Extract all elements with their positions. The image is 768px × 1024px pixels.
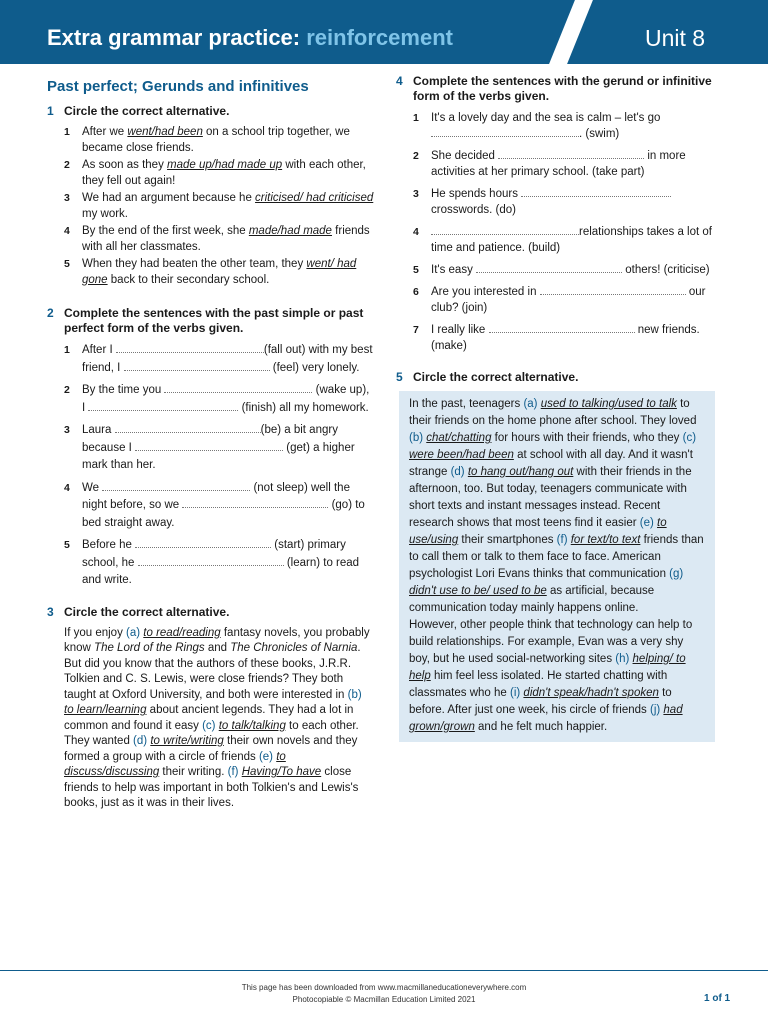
item-text: relationships takes a lot of time and patience. (build) [431, 226, 712, 254]
item-text: As soon as they [82, 159, 168, 171]
item-text: (learn) to read and write. [82, 556, 360, 586]
item-number: 5 [413, 264, 419, 276]
exercise-item [44, 191, 374, 222]
exercise-number: 5 [396, 370, 403, 384]
answer-blank[interactable] [431, 126, 579, 137]
choice-option[interactable]: made up/had made up [167, 159, 283, 171]
item-number: 1 [413, 112, 419, 124]
item-number: 1 [64, 126, 70, 138]
item-text: (finish) all my homework. [238, 401, 369, 414]
item-text: . (swim) [579, 128, 620, 140]
exercise-item [393, 322, 723, 354]
exercise-5-instruction [393, 370, 723, 385]
choice-option[interactable]: for text/to text [570, 534, 641, 546]
footer [0, 982, 768, 1006]
footer-divider [0, 970, 768, 971]
choice-option[interactable]: to learn/learning [64, 704, 147, 716]
item-text: in more activities at her primary school. (take part) [431, 150, 686, 178]
item-text: When they had beaten the other team, they [82, 258, 307, 270]
answer-blank[interactable] [102, 480, 250, 491]
item-text: He spends hours [431, 188, 522, 200]
gap-letter: (i) [510, 687, 521, 699]
exercise-item [44, 158, 374, 189]
item-text: By the time you [82, 384, 165, 396]
answer-blank[interactable] [164, 382, 312, 393]
item-number: 1 [64, 344, 70, 356]
exercise-item [44, 480, 374, 533]
item-text: friends with all her classmates. [82, 225, 370, 253]
page-number: 1 of 1 [704, 993, 731, 1004]
item-text: She decided [431, 150, 499, 162]
answer-blank[interactable] [124, 360, 270, 371]
choice-option[interactable]: didn't use to be/ used to be [409, 585, 547, 597]
choice-option[interactable]: to hang out/hang out [467, 466, 574, 478]
item-text: Before he [82, 539, 136, 551]
answer-blank[interactable] [135, 537, 271, 548]
exercise-number: 4 [396, 74, 403, 88]
exercise-item [44, 224, 374, 255]
item-text: We [82, 481, 103, 494]
choice-option[interactable]: Having/To have [241, 766, 322, 778]
gap-letter: (a) [523, 398, 538, 410]
gap-letter: (e) [258, 750, 274, 763]
item-text: new friends. (make) [431, 324, 700, 352]
gap-letter: (g) [669, 568, 684, 580]
item-text: (fall out) with my best friend, I [82, 344, 373, 374]
choice-option[interactable]: made/had made [248, 225, 332, 237]
item-text: I really like [431, 324, 489, 336]
gap-letter: (e) [639, 517, 654, 529]
item-text: crosswords. (do) [431, 204, 516, 216]
choice-option[interactable]: criticised/ had criticised [255, 192, 374, 204]
choice-option[interactable]: had grown/grown [409, 704, 683, 733]
gap-letter: (c) [682, 432, 697, 444]
exercise-4-instruction [393, 74, 723, 104]
choice-option[interactable]: used to talking/used to talk [540, 398, 677, 410]
item-number: 3 [64, 424, 70, 436]
item-number: 4 [413, 226, 419, 238]
unit-label: Unit 8 [645, 25, 706, 51]
gap-letter: (h) [615, 653, 630, 665]
header-slash-decoration [547, 0, 594, 64]
footer-download-note: This page has been downloaded from www.macmillaneducationeverywhere.com [241, 983, 527, 992]
item-text: After I [82, 344, 116, 356]
exercise-1-instruction [44, 104, 374, 119]
item-text: After we [82, 126, 128, 138]
item-text: (wake up), I [82, 384, 370, 414]
exercise-item [393, 224, 723, 256]
exercise-2-instruction [44, 306, 374, 336]
item-text: It's a lovely day and the sea is calm – let's go [431, 112, 661, 124]
section-title: Past perfect; Gerunds and infinitives [47, 78, 309, 95]
item-number: 4 [64, 481, 70, 494]
item-text: my work. [82, 207, 128, 220]
answer-blank[interactable] [135, 440, 283, 451]
gap-letter: (c) [202, 719, 216, 732]
item-number: 2 [64, 159, 70, 171]
item-text: with each other, they fell out again! [82, 159, 366, 187]
exercise-number: 1 [47, 104, 54, 118]
choice-option[interactable]: to talk/talking [218, 719, 286, 732]
left-column [44, 74, 374, 812]
instruction-text: Complete the sentences with the past simple or past perfect form of the verbs given. [64, 306, 364, 335]
item-number: 2 [64, 384, 70, 396]
item-number: 3 [64, 192, 70, 204]
answer-blank[interactable] [498, 148, 644, 159]
instruction-text: Circle the correct alternative. [64, 604, 230, 619]
item-number: 5 [64, 258, 70, 270]
exercise-item [44, 342, 374, 377]
item-number: 6 [413, 286, 419, 298]
item-number: 5 [64, 539, 70, 551]
title-main: Extra grammar practice: [47, 25, 301, 50]
page-title [47, 24, 453, 52]
exercise-number: 2 [47, 306, 54, 320]
gap-letter: (f) [227, 766, 239, 778]
choice-option[interactable]: to discuss/discussing [64, 750, 286, 778]
exercise-item [44, 382, 374, 417]
answer-blank[interactable] [521, 186, 671, 197]
item-text: others! (criticise) [622, 264, 710, 276]
choice-option[interactable]: to read/reading [143, 626, 221, 639]
exercise-item [44, 257, 374, 288]
exercise-item [393, 186, 723, 218]
item-text: (go) to bed straight away. [82, 499, 365, 529]
item-text: We had an argument because he [82, 192, 256, 204]
answer-blank[interactable] [88, 400, 238, 411]
gap-letter: (d) [450, 466, 465, 478]
instruction-text: Circle the correct alternative. [413, 370, 579, 384]
choice-option[interactable]: chat/chatting [426, 432, 492, 444]
book-title: The Lord of the Rings [94, 642, 205, 654]
answer-blank[interactable] [476, 262, 622, 273]
book-title: The Chronicles of Narnia [230, 642, 358, 654]
item-number: 7 [413, 324, 419, 336]
exercise-5-passage-box: In the past, teenagers (a) used to talking/used to talk to their friends on the home phone after school. They loved (b) chat/chatting for hours with their friends, who they (c) were been/had been at school with all day. And it wasn't strange (d) to hang out/hang out with their friends in the afternoon, too. But today, teenagers communicate with short texts and instant messages instead. Recent research shows that most teens find it easier (e) to use/using their smartphones (f) for text/to text friends than to call them or talk to them face to face. American psychologist Lori Evans thinks that communication (g) didn't use to be/ used to be as artificial, because communication today mainly happens online. However, other people think that technology can help to build relationships. For example, Evan was a very shy boy, but he used social-networking sites (h) helping/ to help him feel less isolated. He started chatting with classmates who he (i) didn't speak/hadn't spoken to before. After just one week, his circle of friends (j) had grown/grown and he felt much happier. [399, 391, 715, 742]
exercise-item [393, 148, 723, 180]
item-text: back to their secondary school. [107, 273, 270, 286]
title-accent: reinforcement [306, 25, 453, 50]
exercise-item [44, 125, 374, 156]
item-text: (start) primary school, he [82, 539, 346, 569]
item-text: (not sleep) well the night before, so we [82, 481, 350, 511]
answer-blank[interactable] [431, 224, 579, 235]
item-text: By the end of the first week, she [82, 225, 249, 237]
exercise-item [393, 110, 723, 142]
item-text: (feel) very lonely. [269, 361, 360, 374]
exercise-number: 3 [47, 604, 54, 619]
exercise-item [393, 262, 723, 278]
footer-copyright: Photocopiable © Macmillan Education Limited 2021 [292, 995, 476, 1004]
answer-blank[interactable] [115, 422, 261, 433]
choice-option[interactable]: to use/using [409, 517, 667, 546]
gap-letter: (b) [347, 688, 362, 701]
choice-option[interactable]: went/ had gone [82, 258, 357, 286]
choice-option[interactable]: helping/ to help [409, 653, 686, 682]
item-text: Laura [82, 424, 115, 436]
item-text: (be) a bit angry because I [82, 424, 338, 454]
gap-letter: (j) [649, 704, 661, 716]
answer-blank[interactable] [116, 342, 264, 353]
choice-option[interactable]: didn't speak/hadn't spoken [523, 687, 659, 699]
exercise-3-instruction [44, 605, 374, 620]
item-number: 3 [413, 188, 419, 200]
instruction-text: Circle the correct alternative. [64, 104, 230, 118]
item-text: our club? (join) [431, 286, 706, 314]
gap-letter: (a) [126, 626, 141, 639]
exercise-item [393, 284, 723, 316]
answer-blank[interactable] [540, 284, 686, 295]
exercise-3-passage: If you enjoy (a) to read/reading fantasy novels, you probably know The Lord of the Rings and The Chronicles of Narnia. But did you know that the authors of these books, J.R.R. Tolkien and C. S. Lewis, were close friends? They both taught at Oxford University, and both were interested in (b) to learn/learning about ancient legends. They had a lot in common and found it easy (c) to talk/talking to each other. They wanted (d) to write/writing their own novels and they formed a group with a circle of friends (e) to discuss/discussing their writing. (f) Having/To have close friends to help was important in both Tolkien's and Lewis's books, just as it was in their lives. [64, 626, 370, 809]
exercise-item [44, 422, 374, 475]
item-number: 2 [413, 150, 419, 162]
exercise-item [44, 537, 374, 590]
gap-letter: (d) [133, 735, 148, 747]
right-column [393, 74, 723, 742]
gap-letter: (b) [409, 432, 424, 444]
item-text: on a school trip together, we became close friends. [82, 126, 350, 154]
page-header [0, 0, 768, 64]
answer-blank[interactable] [138, 555, 284, 566]
item-number: 4 [64, 225, 70, 237]
choice-option[interactable]: went/had been [127, 126, 203, 138]
gap-letter: (f) [556, 534, 568, 546]
answer-blank[interactable] [489, 322, 635, 333]
choice-option[interactable]: to write/writing [150, 735, 224, 747]
choice-option[interactable]: were been/had been [409, 449, 514, 461]
instruction-text: Complete the sentences with the gerund or infinitive form of the verbs given. [413, 74, 712, 103]
item-text: It's easy [431, 264, 477, 276]
item-text: Are you interested in [431, 286, 540, 298]
item-text: (get) a higher mark than her. [82, 441, 355, 471]
answer-blank[interactable] [182, 497, 328, 508]
